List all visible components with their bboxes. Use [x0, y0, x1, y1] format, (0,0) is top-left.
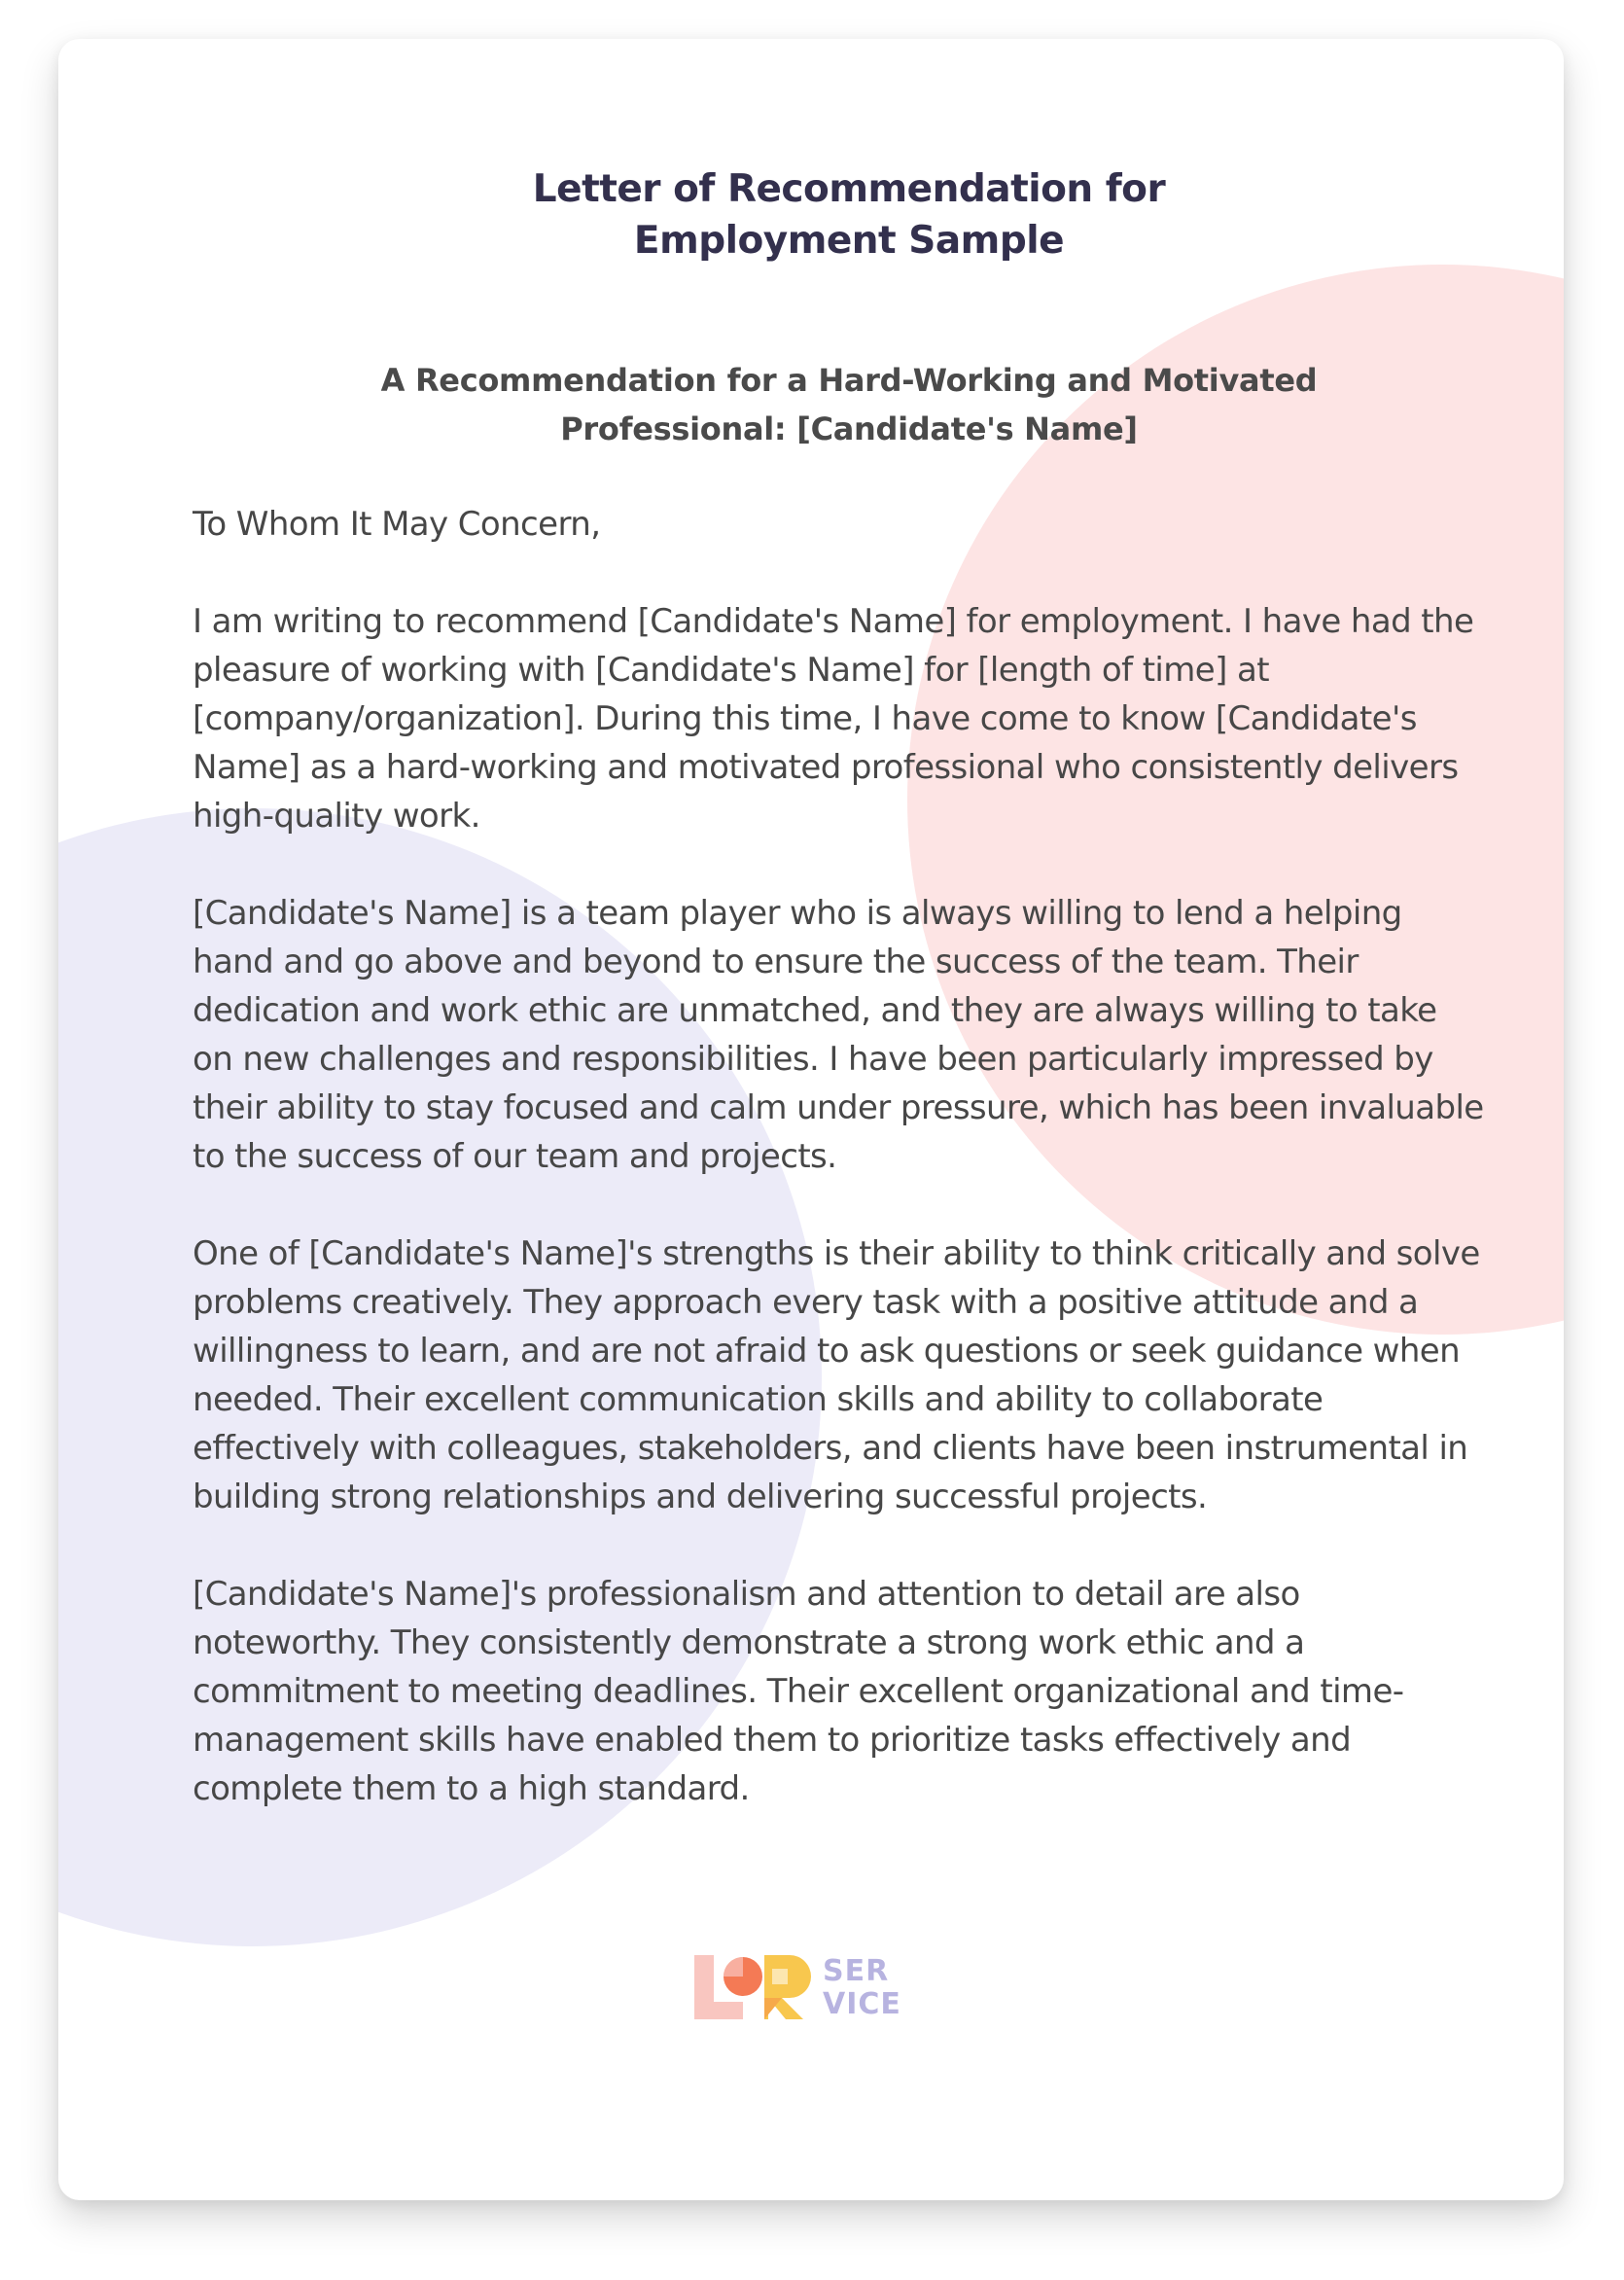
letter-paragraph-2: [Candidate's Name] is a team player who is always willing to lend a helping hand and go above and beyond to ensure the success of the team. Their dedication and work ethic are unmatched, and they are always willing to take on new challenges and responsibilities. I have been particularly impressed by their ability to stay focused and calm under pressure, which has been invaluable to the success of our team and projects. [193, 894, 1484, 1176]
letter-content [193, 163, 1505, 1813]
letter-paragraph-4: [Candidate's Name]'s professionalism and attention to detail are also noteworthy. They consistently demonstrate a strong work ethic and a commitment to meeting deadlines. Their excellent organizational and time-management skills have enabled them to prioritize tasks effectively and complete them to a high standard. [193, 1575, 1404, 1808]
letter-paragraph-1: I am writing to recommend [Candidate's Name] for employment. I have had the pleasure of working with [Candidate's Name] for [length of time] at [company/organization]. During this time, I have come to know [Candidate's Name] as a hard-working and motivated professional who consistently delivers high-quality work. [193, 602, 1474, 836]
document-subtitle: A Recommendation for a Hard-Working and Motivated Professional: [Candidate's Name] [380, 362, 1318, 447]
letter-paragraph-3: One of [Candidate's Name]'s strengths is their ability to think critically and solve problems creatively. They approach every task with a positive attitude and a willingness to learn, and are not afraid to ask questions or seek guidance when needed. Their excellent communication skills and ability to collaborate effectively with colleagues, stakeholders, and clients have been instrumental in building strong relationships and delivering successful projects. [193, 1234, 1480, 1516]
letter-greeting: To Whom It May Concern, [193, 505, 601, 544]
logo-text-line2: VICE [823, 1987, 901, 2021]
logo-text-line1: SER [823, 1954, 890, 1988]
lor-logo-icon [692, 1947, 819, 2025]
lor-service-logo [692, 1947, 936, 2025]
letter-page [58, 39, 1564, 2200]
document-title: Letter of Recommendation for Employment Sample [532, 167, 1166, 263]
